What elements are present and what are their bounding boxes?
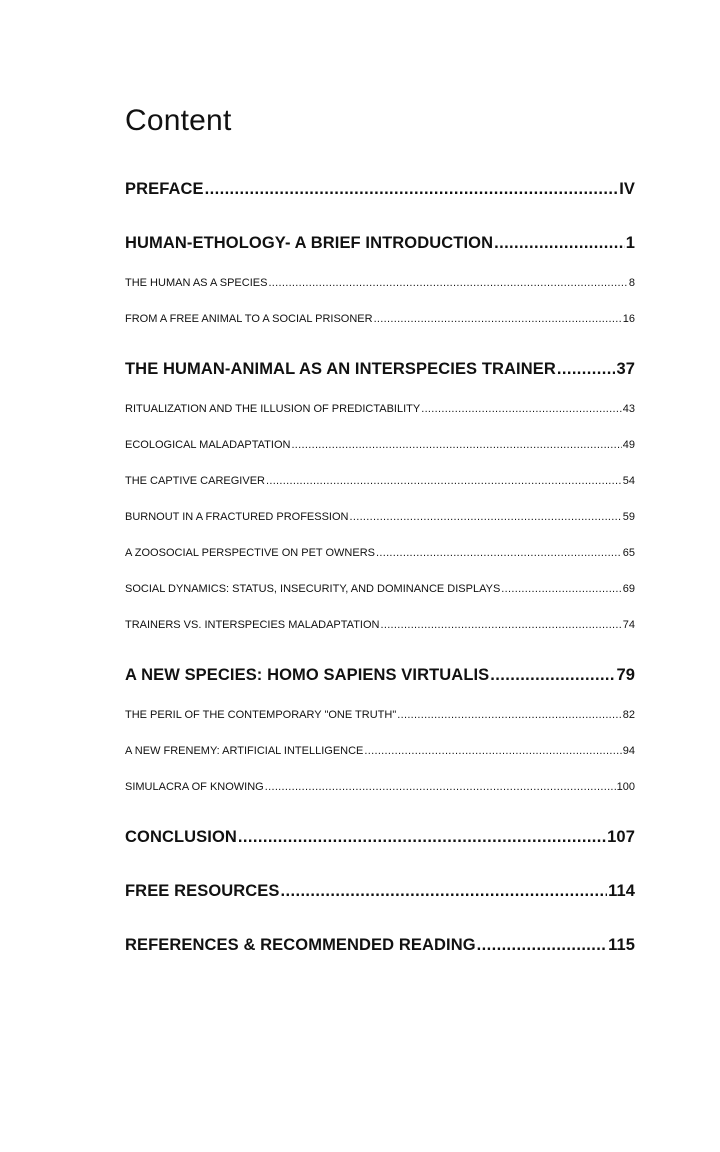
toc-page-number: 79 <box>616 666 635 684</box>
toc-entry-label: A NEW FRENEMY: ARTIFICIAL INTELLIGENCE <box>125 745 364 757</box>
toc-entry-label: PREFACE <box>125 180 204 198</box>
dot-leader <box>501 583 621 595</box>
toc-entry-new-species[interactable] <box>125 666 635 685</box>
dot-leader <box>205 180 619 199</box>
dot-leader <box>238 828 606 847</box>
dot-leader <box>374 313 622 325</box>
toc-page-number: 1 <box>625 234 635 252</box>
toc-entry-captive-caregiver[interactable] <box>125 475 635 487</box>
toc-page-number: 59 <box>622 511 635 523</box>
toc-page-number: 37 <box>616 360 635 378</box>
toc-entry-preface[interactable] <box>125 180 635 199</box>
toc-entry-ritualization[interactable] <box>125 403 635 415</box>
toc-page-number: 114 <box>608 882 635 900</box>
dot-leader <box>421 403 622 415</box>
toc-page-number: 94 <box>622 745 635 757</box>
toc-entry-label: THE CAPTIVE CAREGIVER <box>125 475 265 487</box>
dot-leader <box>490 666 615 685</box>
toc-entry-label: THE HUMAN-ANIMAL AS AN INTERSPECIES TRAINER <box>125 360 556 378</box>
toc-entry-label: THE HUMAN AS A SPECIES <box>125 277 268 289</box>
dot-leader <box>494 234 625 253</box>
toc-page-number: IV <box>619 180 635 198</box>
toc-page-number: 82 <box>622 709 635 721</box>
dot-leader <box>268 277 627 289</box>
toc-entry-free-animal[interactable] <box>125 313 635 325</box>
toc-entry-burnout[interactable] <box>125 511 635 523</box>
toc-page-number: 49 <box>622 439 635 451</box>
toc-entry-one-truth[interactable] <box>125 709 635 721</box>
toc-entry-interspecies-trainer[interactable] <box>125 360 635 379</box>
toc-page-number: 43 <box>622 403 635 415</box>
toc-entry-human-as-species[interactable] <box>125 277 635 289</box>
toc-entry-ecological-maladaptation[interactable] <box>125 439 635 451</box>
toc-entry-label: FREE RESOURCES <box>125 882 280 900</box>
dot-leader <box>477 936 607 955</box>
toc-page-number: 69 <box>622 583 635 595</box>
dot-leader <box>266 475 622 487</box>
toc-entry-frenemy[interactable] <box>125 745 635 757</box>
toc-entry-label: A NEW SPECIES: HOMO SAPIENS VIRTUALIS <box>125 666 490 684</box>
toc-entry-references[interactable] <box>125 936 635 955</box>
toc-entry-label: REFERENCES & RECOMMENDED READING <box>125 936 476 954</box>
toc-entry-trainers-vs[interactable] <box>125 619 635 631</box>
toc-page-number: 65 <box>622 547 635 559</box>
toc-page-number: 74 <box>622 619 635 631</box>
dot-leader <box>364 745 621 757</box>
toc-page-number: 16 <box>622 313 635 325</box>
dot-leader <box>350 511 622 523</box>
dot-leader <box>265 781 616 793</box>
toc-entry-label: CONCLUSION <box>125 828 237 846</box>
dot-leader <box>291 439 621 451</box>
toc-entry-label: ECOLOGICAL MALADAPTATION <box>125 439 291 451</box>
toc-page-number: 115 <box>608 936 635 954</box>
toc-entry-social-dynamics[interactable] <box>125 583 635 595</box>
toc-entry-human-ethology[interactable] <box>125 234 635 253</box>
toc-entry-label: BURNOUT IN A FRACTURED PROFESSION <box>125 511 349 523</box>
dot-leader <box>281 882 608 901</box>
toc-page-number: 54 <box>622 475 635 487</box>
toc-entry-zoosocial[interactable] <box>125 547 635 559</box>
toc-entry-simulacra[interactable] <box>125 781 635 793</box>
toc-entry-label: SIMULACRA OF KNOWING <box>125 781 264 793</box>
toc-entry-free-resources[interactable] <box>125 882 635 901</box>
toc-entry-label: SOCIAL DYNAMICS: STATUS, INSECURITY, AND DOMINANCE DISPLAYS <box>125 583 501 595</box>
dot-leader <box>397 709 622 721</box>
dot-leader <box>380 619 621 631</box>
toc-entry-label: THE PERIL OF THE CONTEMPORARY "ONE TRUTH" <box>125 709 397 721</box>
toc-page-number: 107 <box>607 828 635 846</box>
toc-entry-label: RITUALIZATION AND THE ILLUSION OF PREDICTABILITY <box>125 403 421 415</box>
toc-page-number: 100 <box>616 781 635 793</box>
toc-entry-label: A ZOOSOCIAL PERSPECTIVE ON PET OWNERS <box>125 547 375 559</box>
dot-leader <box>557 360 616 379</box>
dot-leader <box>376 547 622 559</box>
toc-entry-label: TRAINERS VS. INTERSPECIES MALADAPTATION <box>125 619 380 631</box>
toc-entry-conclusion[interactable] <box>125 828 635 847</box>
toc-page-number: 8 <box>628 277 635 289</box>
page-title: Content <box>125 104 232 137</box>
toc-entry-label: HUMAN-ETHOLOGY- A BRIEF INTRODUCTION <box>125 234 494 252</box>
toc-entry-label: FROM A FREE ANIMAL TO A SOCIAL PRISONER <box>125 313 373 325</box>
